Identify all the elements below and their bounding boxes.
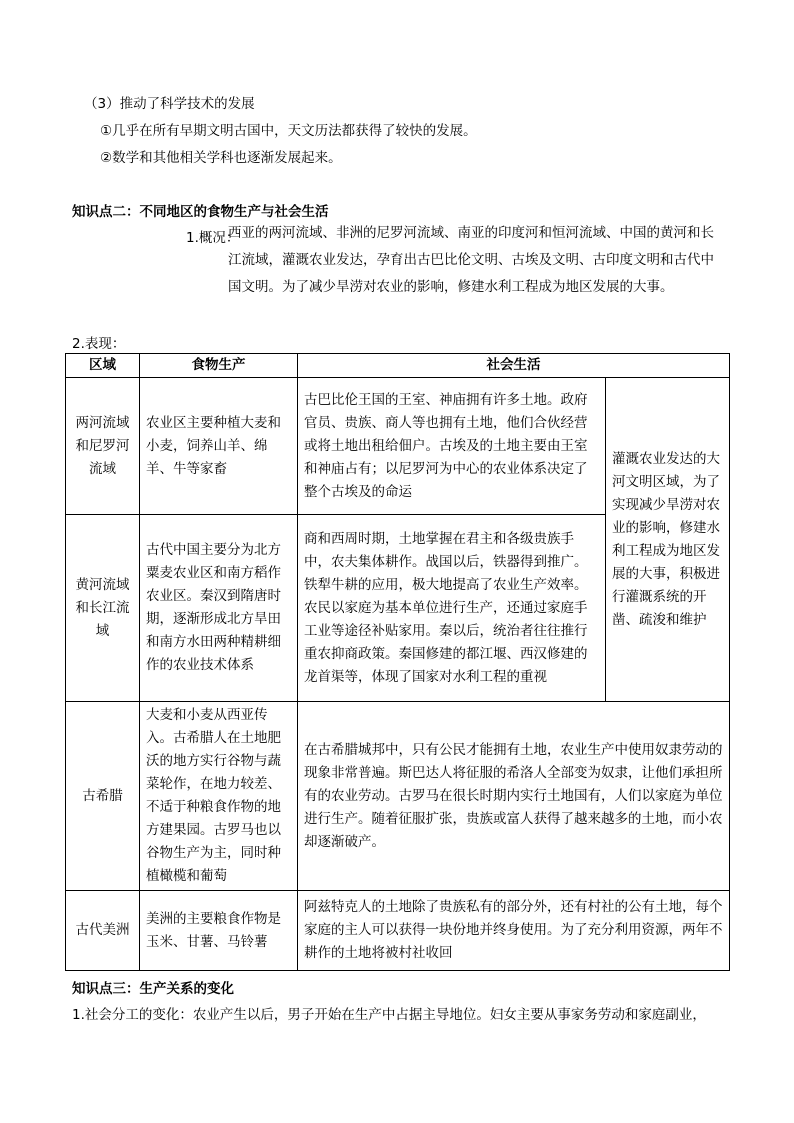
food-cell: 农业区主要种植大麦和小麦，饲养山羊、绵羊、牛等家畜: [140, 378, 298, 515]
region-cell: 古希腊: [66, 702, 140, 891]
section3-heading: （3）推动了科学技术的发展: [84, 96, 255, 112]
food-cell: 大麦和小麦从西亚传入。古希腊人在土地肥沃的地方实行谷物与蔬菜轮作，在地力较差、不适于种粮食作物的地方建果园。古罗马也以谷物生产为主，同时种植橄榄和葡萄: [140, 702, 298, 891]
region-cell: 黄河流域和长江流域: [66, 515, 140, 702]
kp3-line-1: 1.社会分工的变化：农业产生以后，男子开始在生产中占据主导地位。妇女主要从事家务劳动和家庭副业，: [72, 1007, 706, 1023]
food-cell: 古代中国主要分为北方粟麦农业区和南方稻作农业区。秦汉到隋唐时期，逐渐形成北方旱田和南方水田两种精耕细作的农业技术体系: [140, 515, 298, 702]
kp3-title: 知识点三：生产关系的变化: [72, 981, 234, 997]
section3-item-2: ②数学和其他相关学科也逐渐发展起来。: [100, 150, 342, 166]
region-table: [65, 353, 730, 971]
food-cell: 美洲的主要粮食作物是玉米、甘薯、马铃薯: [140, 891, 298, 971]
performance-label: 2.表现：: [72, 336, 126, 352]
life-cell: 古巴比伦王国的王室、神庙拥有许多土地。政府官员、贵族、商人等也拥有土地，他们合伙经营或将土地出租给佃户。古埃及的土地主要由王室和神庙占有；以尼罗河为中心的农业体系决定了整个古埃及的命运: [298, 378, 606, 515]
life-cell: 商和西周时期，土地掌握在君主和各级贵族手中，农夫集体耕作。战国以后，铁器得到推广。铁犁牛耕的应用，极大地提高了农业生产效率。农民以家庭为基本单位进行生产，还通过家庭手工业等途径补贴家用。秦以后，统治者往往推行重农抑商政策。秦国修建的都江堰、西汉修建的龙首渠等，体现了国家对水利工程的重视: [298, 515, 606, 702]
region-cell: 古代美洲: [66, 891, 140, 971]
merged-note-cell: 灌溉农业发达的大河文明区域，为了实现减少旱涝对农业的影响，修建水利工程成为地区发展的大事，积极进行灌溉系统的开凿、疏浚和维护: [606, 378, 730, 702]
overview-text: 西亚的两河流域、非洲的尼罗河流域、南亚的印度河和恒河流域、中国的黄河和长江流域，灌溉农业发达，孕育出古巴比伦文明、古埃及文明、古印度文明和古代中国文明。为了减少旱涝对农业的影响，修建水利工程成为地区发展的大事。: [228, 225, 714, 295]
header-region: 区域: [66, 354, 140, 378]
table-row: [66, 891, 730, 971]
overview-label: 1.概况：: [186, 230, 240, 246]
section3-item-1: ①几乎在所有早期文明古国中，天文历法都获得了较快的发展。: [100, 123, 477, 139]
header-food: 食物生产: [140, 354, 298, 378]
table-row: [66, 702, 730, 891]
region-cell: 两河流域和尼罗河流域: [66, 378, 140, 515]
table-header-row: [66, 354, 730, 378]
header-life: 社会生活: [298, 354, 730, 378]
life-cell: 阿兹特克人的土地除了贵族私有的部分外，还有村社的公有土地，每个家庭的主人可以获得一块份地并终身使用。为了充分利用资源，两年不耕作的土地将被村社收回: [298, 891, 730, 971]
life-cell: 在古希腊城邦中，只有公民才能拥有土地，农业生产中使用奴隶劳动的现象非常普遍。斯巴达人将征服的希洛人全部变为奴隶，让他们承担所有的农业劳动。古罗马在很长时期内实行土地国有，人们以家庭为单位进行生产。随着征服扩张，贵族或富人获得了越来越多的土地，而小农却逐渐破产。: [298, 702, 730, 891]
table-row: [66, 378, 730, 515]
kp2-title: 知识点二：不同地区的食物生产与社会生活: [72, 204, 329, 220]
